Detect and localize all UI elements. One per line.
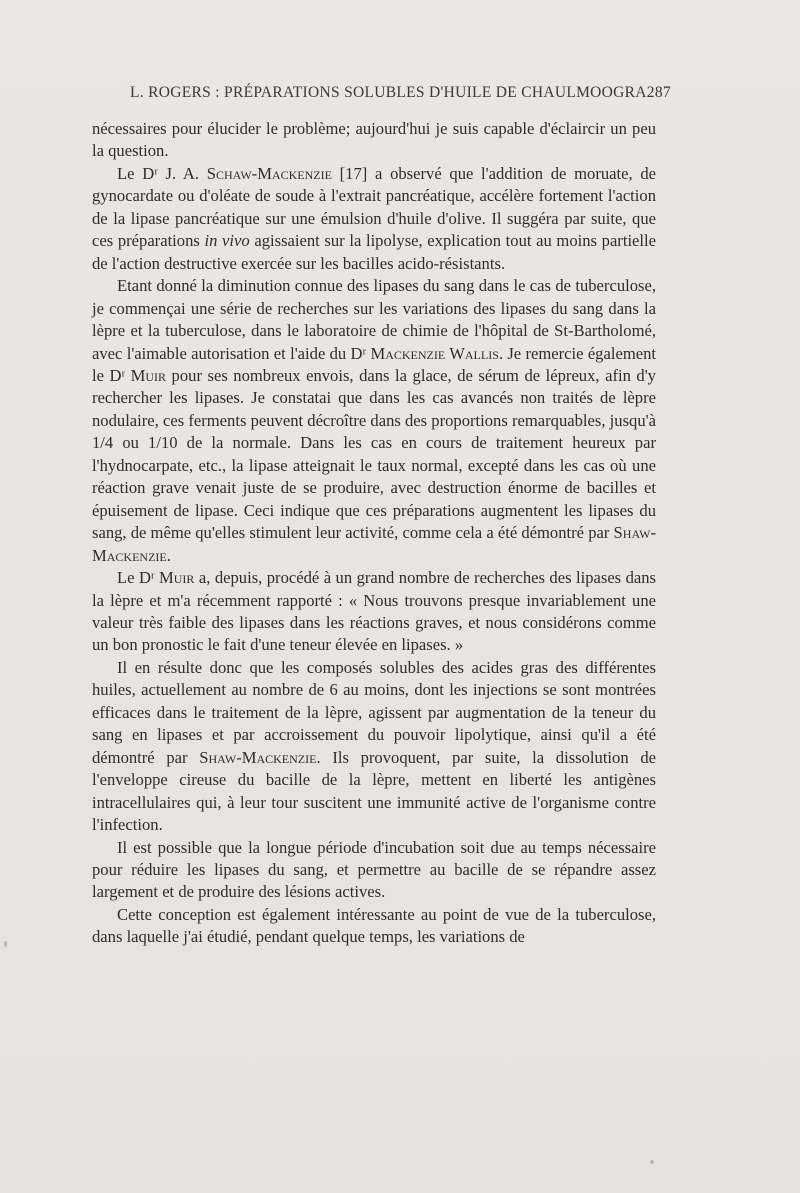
page-number: 287 [646,84,671,101]
scan-speck [650,1160,654,1164]
paragraph-1: nécessaires pour élucider le problème; aujourd'hui je suis capable d'éclaircir un peu la question. [92,119,656,161]
author-name: Mackenzie Wallis [370,343,499,363]
running-header [130,84,671,102]
text-run: Il en résulte donc que les composés solubles des acides gras des différentes huiles, actuellement au nombre de 6 au moins, dont les injections se sont montrées efficaces dans le traitement de la lèpre, agissent par augmentation de la teneur du sang en lipases et par accroissement du pouvoir lipolytique, ainsi qu'il a été démontré par [92,657,656,767]
text-run: Etant donné la diminution connue des lipases du sang dans le cas de tuberculose, je commençai une série de recherches sur les variations des lipases du sang dans la lèpre et la tuberculose, dans le laboratoire de chimie de l'hôpital de St-Bartholomé, avec l'aimable autorisation et l'aide du Dʳ [92,276,656,363]
text-run: . [166,545,171,565]
paragraph-5 [92,657,656,837]
text-run: . Ils provoquent, par suite, la dissolution de l'enveloppe cireuse du bacille de la lèpre, mettent en liberté les antigènes intracellulaires qui, à leur tour suscitent une immunité active de l'organisme contre l'infection. [92,747,656,835]
author-name: Muir [159,568,195,588]
paragraph-7: Cette conception est également intéressante au point de vue de la tuberculose, dans laquelle j'ai étudié, pendant quelque temps, les variations de [92,904,656,947]
text-run: [17] a observé que l'addition de moruate, de gynocardate ou d'oléate de soude à l'extrait pancréatique, accélère fortement l'action de la lipase pancréatique sur une émulsion d'huile d'olive. Il suggéra par suite, que ces préparations [92,163,656,251]
paragraph-6: Il est possible que la longue période d'incubation soit due au temps nécessaire pour réduire les lipases du sang, et permettre au bacille de se répandre assez largement et de produire des lésions actives. [92,837,656,902]
text-run: Le Dʳ J. A. [117,163,207,183]
italic-term: in vivo [204,231,250,251]
paragraph-2 [92,163,656,275]
article-body [92,118,656,949]
author-name: Shaw-Mackenzie [199,747,317,767]
text-run: a, depuis, procédé à un grand nombre de recherches des lipases dans la lèpre et m'a récemment rapporté : « Nous trouvons presque invariablement une valeur très faible des lipases dans les réactions graves, et nous considérons comme un bon pronostic le fait d'une teneur élevée en lipases. » [92,568,657,655]
author-name: Schaw-Mackenzie [206,163,332,183]
paragraph-3 [92,275,656,567]
text-run: . Je remercie également le Dʳ [92,343,656,385]
running-title: L. ROGERS : PRÉPARATIONS SOLUBLES D'HUILE DE CHAULMOOGRA [130,84,647,101]
scan-speck [4,941,7,947]
text-run: pour ses nombreux envois, dans la glace, de sérum de lépreux, afin d'y rechercher les lipases. Je constatai que dans les cas avancés non traités de lèpre nodulaire, ces ferments peuvent décroître dans des proportions remarquables, jusqu'à 1/4 ou 1/10 de la normale. Dans les cas en cours de traitement heureux par l'hydnocarpate, etc., la lipase atteignait le taux normal, excepté dans les cas où une réaction grave venait juste de se produire, avec destruction énorme de bacilles et épuisement de lipase. Ceci indique que ces préparations augmentent les lipases du sang, de même qu'elles stimulent leur activité, comme cela a été démontré par [92,365,656,543]
paragraph-4 [92,567,656,657]
author-name: Muir [130,365,167,385]
text-run: Le Dʳ [117,568,159,588]
author-name: Shaw-Mackenzie [92,523,656,565]
text-run: agissaient sur la lipolyse, explication tout au moins partielle de l'action destructive exercée sur les bacilles acido-résistants. [92,231,657,273]
